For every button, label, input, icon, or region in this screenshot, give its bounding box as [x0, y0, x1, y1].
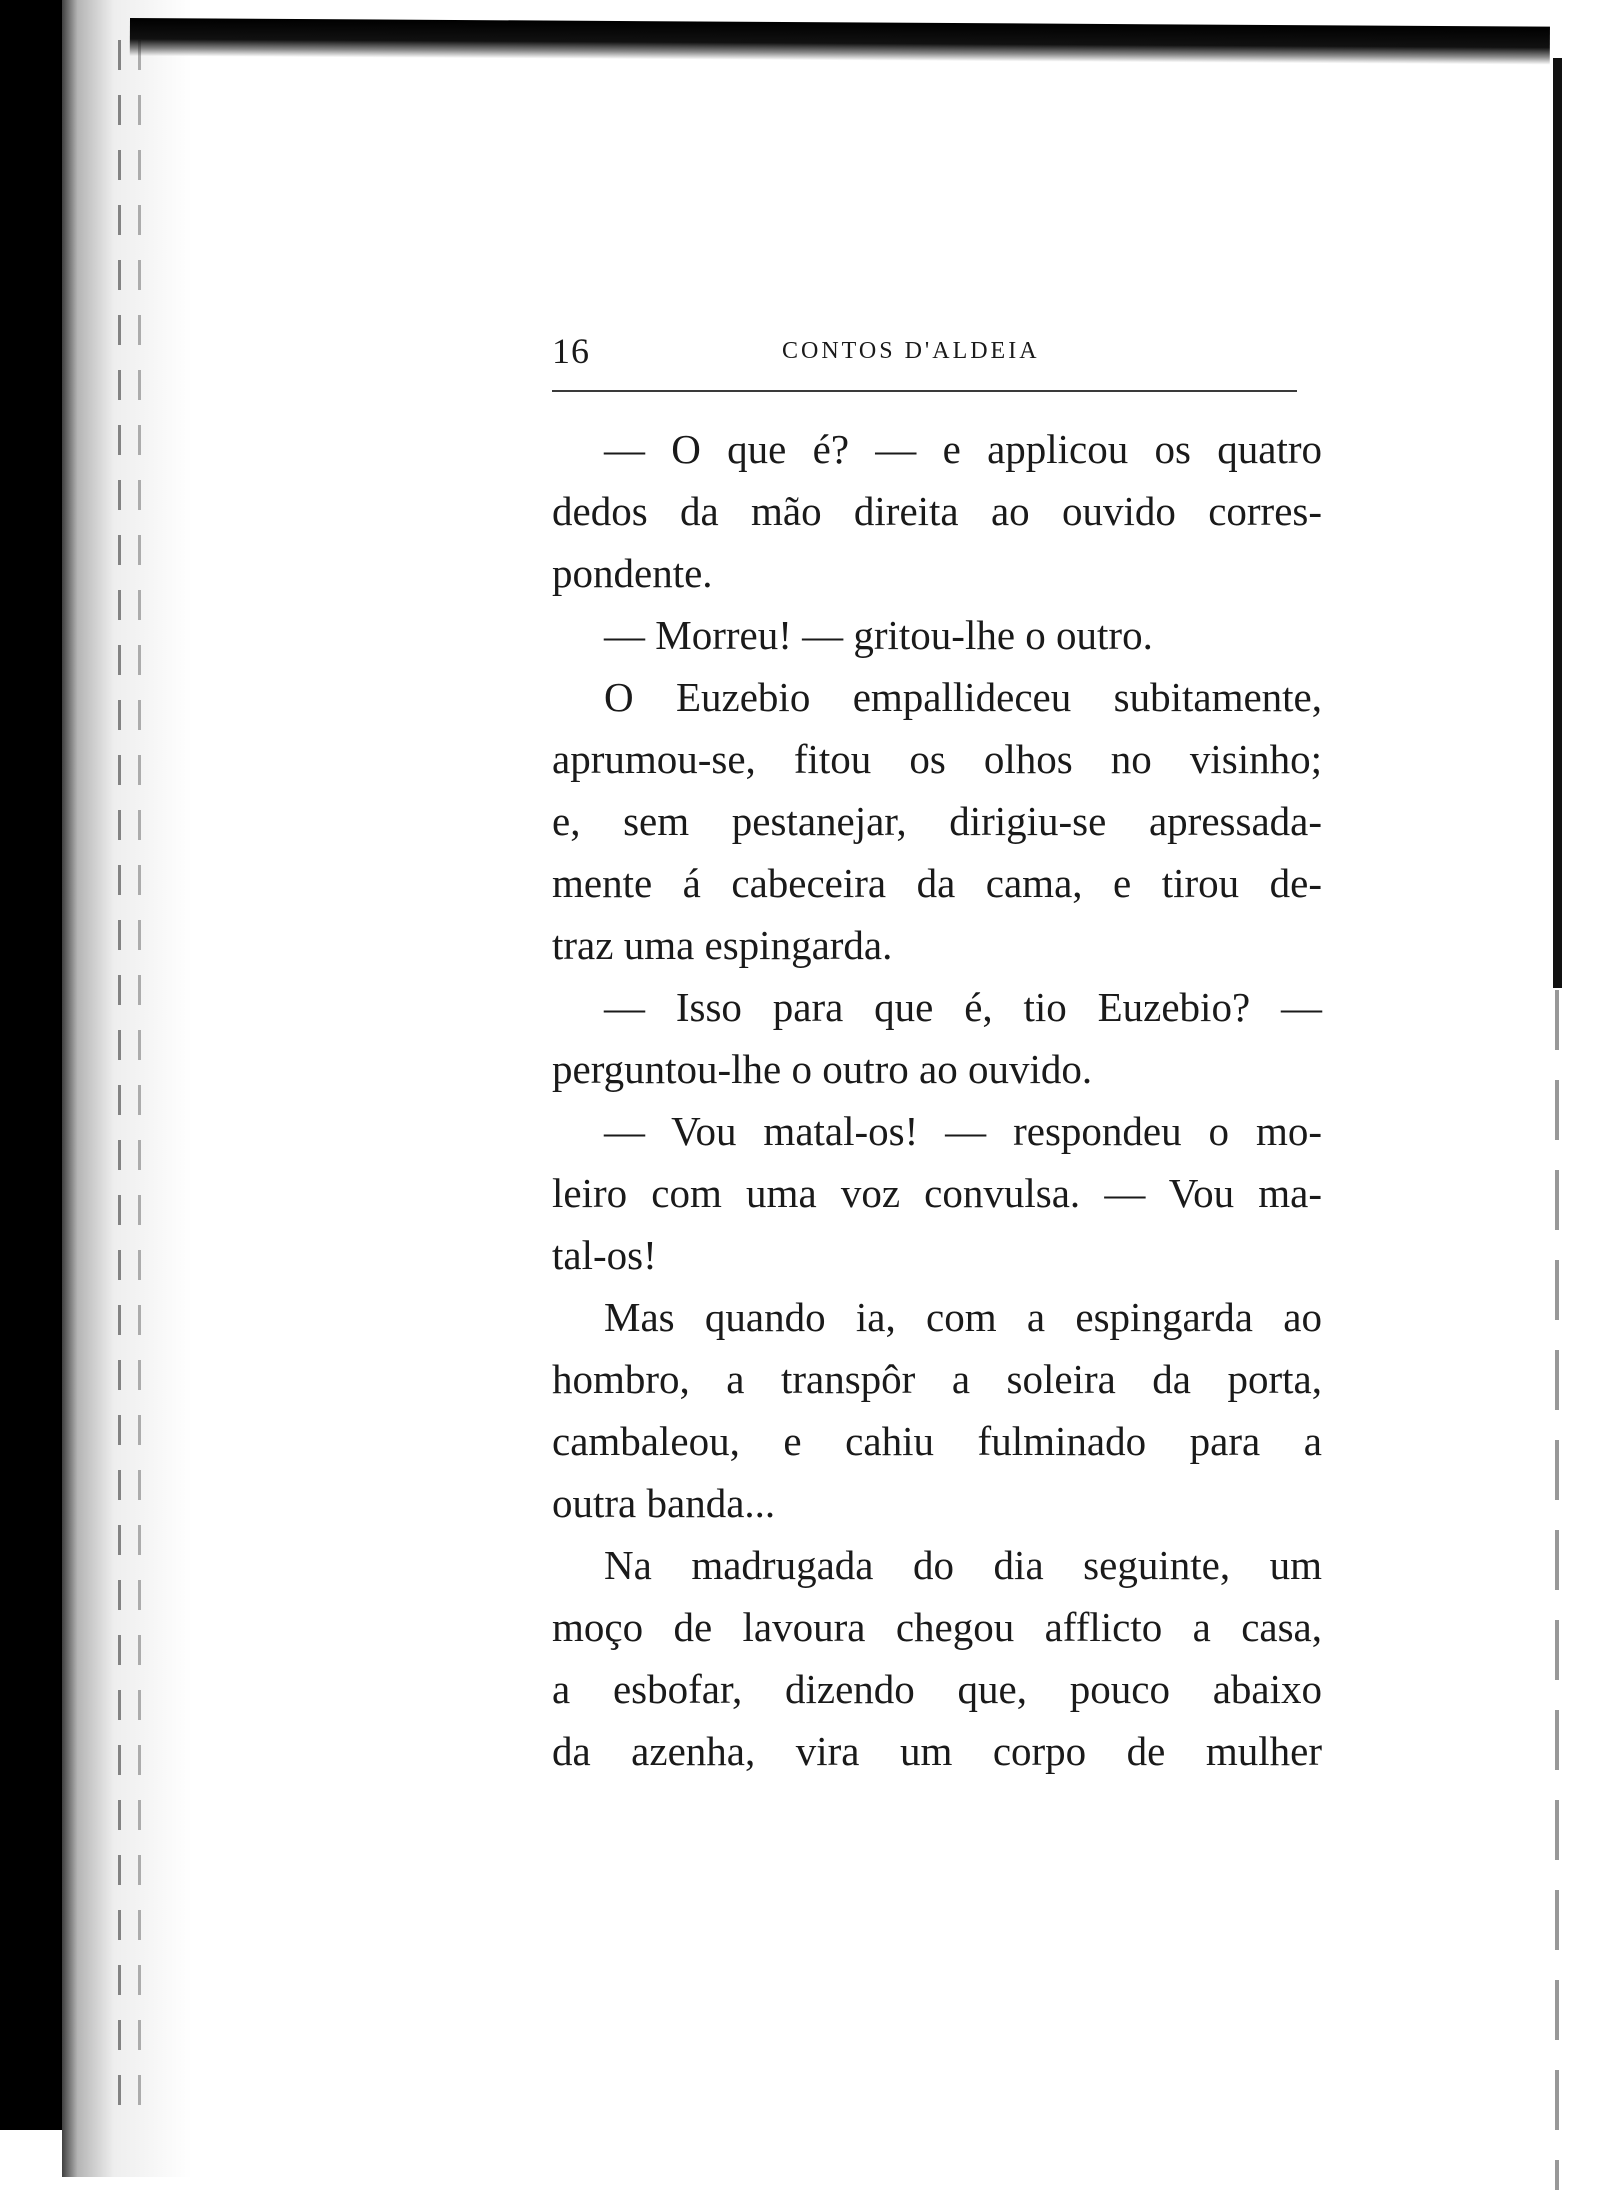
text-line: — Isso para que é, tio Euzebio? —	[604, 984, 1322, 1030]
scan-left-shadow	[0, 0, 62, 2130]
running-title: CONTOS D'ALDEIA	[782, 338, 1040, 364]
page-number: 16	[552, 331, 590, 371]
text-line: e, sem pestanejar, dirigiu-se apressada-	[552, 798, 1322, 844]
text-line: Mas quando ia, com a espingarda ao	[604, 1294, 1322, 1340]
header-rule	[552, 390, 1297, 392]
scan-left-streak	[118, 40, 121, 2120]
text-line: traz uma espingarda.	[552, 922, 893, 968]
text-line: Na madrugada do dia seguinte, um	[604, 1542, 1322, 1588]
text-line: da azenha, vira um corpo de mulher	[552, 1728, 1322, 1774]
text-line: moço de lavoura chegou afflicto a casa,	[552, 1604, 1322, 1650]
text-line: aprumou-se, fitou os olhos no visinho;	[552, 736, 1322, 782]
text-line: a esbofar, dizendo que, pouco abaixo	[552, 1666, 1322, 1712]
text-line: leiro com uma voz convulsa. — Vou ma-	[552, 1170, 1322, 1216]
text-line: dedos da mão direita ao ouvido corres-	[552, 488, 1322, 534]
text-line: — O que é? — e applicou os quatro	[604, 426, 1322, 472]
scan-left-streak	[138, 40, 141, 2120]
scan-top-shadow	[130, 18, 1550, 65]
text-line: — Vou matal-os! — respondeu o mo-	[604, 1108, 1322, 1154]
text-line: outra banda...	[552, 1480, 776, 1526]
body-text	[552, 418, 1322, 1782]
text-line: perguntou-lhe o outro ao ouvido.	[552, 1046, 1093, 1092]
text-line: cambaleou, e cahiu fulminado para a	[552, 1418, 1322, 1464]
scan-right-edge	[1553, 58, 1562, 988]
text-line: mente á cabeceira da cama, e tirou de-	[552, 860, 1322, 906]
text-line: hombro, a transpôr a soleira da porta,	[552, 1356, 1322, 1402]
text-line: pondente.	[552, 550, 713, 596]
text-line: — Morreu! — gritou-lhe o outro.	[604, 612, 1153, 658]
scan-left-gutter	[62, 0, 192, 2177]
text-line: O Euzebio empallideceu subitamente,	[604, 674, 1322, 720]
scan-right-streak	[1555, 990, 1559, 2190]
text-line: tal-os!	[552, 1232, 657, 1278]
page-header	[552, 330, 1322, 380]
